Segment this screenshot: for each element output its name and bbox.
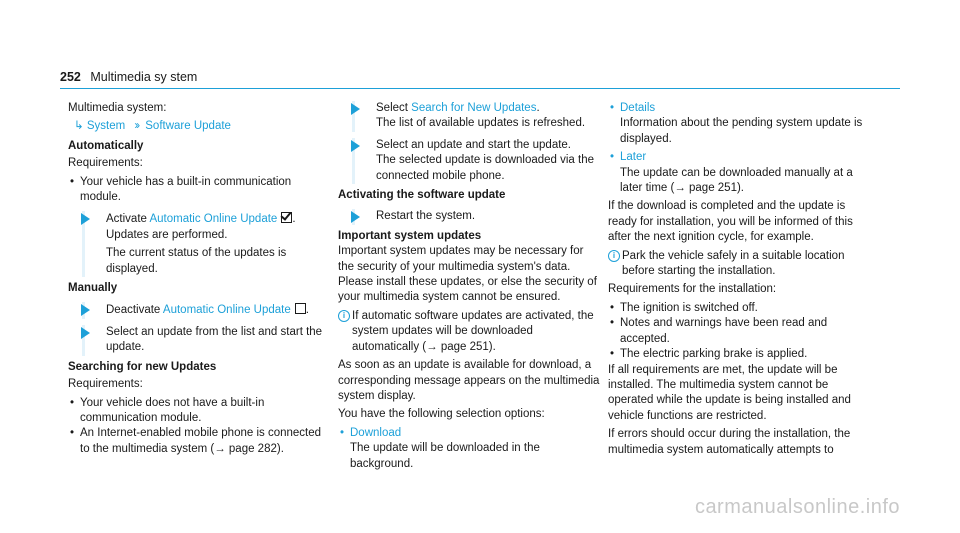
bullet-icon: • — [70, 175, 75, 188]
checkbox-checked-icon — [281, 212, 292, 223]
heading-activating: Activating the software update — [338, 189, 506, 202]
step-arrow-icon — [351, 103, 360, 115]
heading-automatically: Automatically — [68, 139, 144, 152]
path-software-update[interactable]: Software Update — [145, 120, 231, 133]
option-details-desc: Information about the pending system update is displayed. — [620, 117, 863, 145]
search-new-updates-link[interactable]: Search for New Updates — [411, 102, 537, 114]
step-arrow-icon — [351, 140, 360, 152]
bullet-icon: • — [610, 102, 615, 114]
bullet-icon: • — [340, 426, 345, 439]
step-search-updates: Select Search for New Updates. The list of available updates is refreshed. — [338, 101, 600, 132]
intro-text: Multimedia system: — [68, 102, 167, 114]
column-3 — [608, 101, 870, 461]
options-text: You have the following selection options: — [338, 408, 545, 421]
step-arrow-icon — [81, 304, 90, 316]
option-download: • Download — [338, 426, 600, 441]
important-text: Important system updates may be necessary for the security of your multimedia system's data. Please install these updates, or else the security of your multimedia system cannot be ensured. — [338, 245, 597, 304]
heading-searching: Searching for new Updates — [68, 360, 217, 373]
step-arrow-icon — [81, 327, 90, 339]
chevron-right-icon: ›› — [134, 120, 139, 133]
checkbox-unchecked-icon — [295, 303, 306, 314]
bullet-icon: • — [610, 301, 615, 314]
bullet-icon: • — [610, 151, 615, 164]
option-later: • Later — [608, 150, 870, 165]
list-item: • An Internet-enabled mobile phone is connected to the multimedia system (→ page 282). — [70, 427, 322, 455]
automatic-online-update-link[interactable]: Automatic Online Update — [149, 213, 278, 226]
info-note: i If automatic software updates are activated, the system updates will be downloaded automatically (→ page 251). — [338, 309, 600, 355]
column-2 — [338, 101, 600, 475]
requirements-label: Requirements for the installation: — [608, 283, 777, 296]
section-title: Multimedia sy stem — [90, 70, 198, 84]
path-system[interactable]: System — [86, 120, 126, 133]
info-icon: i — [338, 310, 350, 322]
list-item: • Your vehicle has a built-in communication module. — [70, 175, 292, 204]
info-icon: i — [608, 250, 620, 262]
list-item: • The ignition is switched off. — [608, 301, 870, 316]
bullet-icon: • — [70, 396, 75, 409]
automatic-online-update-link[interactable]: Automatic Online Update — [162, 304, 291, 317]
info-note: i Park the vehicle safely in a suitable location before starting the installation. — [608, 249, 870, 280]
step-restart: Restart the system. — [338, 209, 600, 224]
met-text: If all requirements are met, the update will be installed. The multimedia system cannot be operated while the update is being installed and vehicle functions are restricted. — [608, 363, 851, 422]
step-arrow-icon — [351, 211, 360, 223]
watermark: carmanualsonline.info — [694, 496, 900, 518]
asap-text: As soon as an update is available for download, a corresponding message appears on the multimedia system display. — [338, 359, 600, 402]
step-select-update: Select an update from the list and start the update. — [68, 325, 328, 356]
step-activate: Activate Automatic Online Update . Updates are performed. The current status of the updates is displayed. — [68, 211, 328, 277]
bullet-icon: • — [610, 317, 615, 330]
enter-arrow-icon: ↳ — [74, 120, 84, 133]
option-later-desc: The update can be downloaded manually at a later time (→ page 251). — [620, 166, 853, 195]
step-deactivate: Deactivate Automatic Online Update . — [68, 302, 328, 318]
complete-text: If the download is completed and the update is ready for installation, you will be informed of this after the next ignition cycle, for example. — [608, 200, 853, 244]
header-rule — [60, 88, 900, 89]
requirements-label: Requirements: — [68, 378, 143, 391]
requirements-label: Requirements: — [68, 157, 143, 170]
heading-manually: Manually — [68, 282, 118, 295]
step-arrow-icon — [81, 213, 90, 225]
error-text: If errors should occur during the installation, the multimedia system automatically attempts to — [608, 428, 851, 456]
page-header — [60, 70, 197, 84]
bullet-icon: • — [70, 427, 75, 440]
heading-important: Important system updates — [338, 229, 482, 242]
column-1 — [68, 101, 328, 457]
option-details: • Details — [608, 101, 870, 116]
step-start-update: Select an update and start the update. The selected update is downloaded via the connected mobile phone. — [338, 138, 600, 184]
list-item: • The electric parking brake is applied. — [608, 347, 870, 362]
list-item: • Your vehicle does not have a built-in communication module. — [70, 396, 265, 424]
bullet-icon: • — [610, 348, 615, 361]
menu-path — [68, 119, 328, 134]
option-download-desc: The update will be downloaded in the background. — [350, 442, 540, 470]
page-number: 252 — [60, 70, 81, 84]
list-item: • Notes and warnings have been read and accepted. — [610, 317, 828, 345]
